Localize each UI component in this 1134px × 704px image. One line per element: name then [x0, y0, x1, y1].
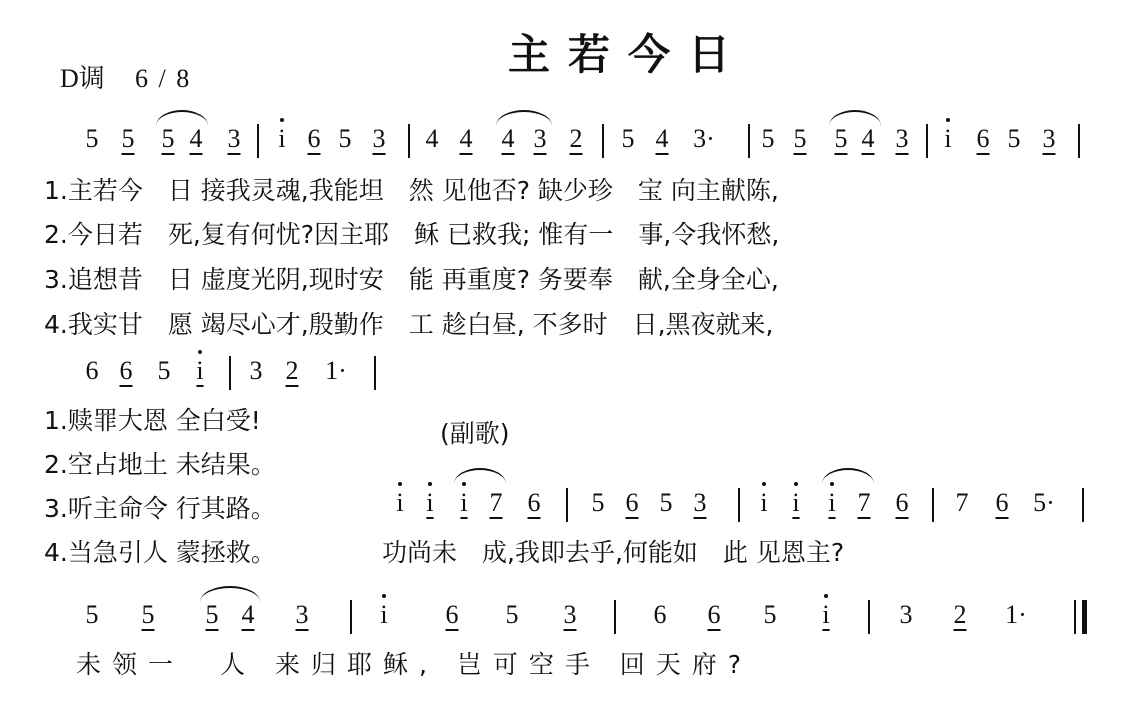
- bar-line: [932, 488, 934, 522]
- bar-line: [614, 600, 616, 634]
- note: 5: [85, 124, 99, 153]
- note: 3: [899, 600, 913, 629]
- note: 5: [621, 124, 635, 153]
- note: 3·: [693, 124, 715, 153]
- note: 5: [761, 124, 775, 153]
- note: 6: [527, 488, 541, 517]
- high-octave-dot: [946, 118, 950, 122]
- high-octave-dot: [762, 482, 766, 486]
- note: 5: [141, 600, 155, 629]
- note: 5: [763, 600, 777, 629]
- note: 6: [119, 356, 133, 385]
- note: i: [278, 124, 286, 153]
- lyric-line: 4.当急引人 蒙拯救。: [44, 538, 276, 567]
- bar-line: [408, 124, 410, 158]
- high-octave-dot: [382, 594, 386, 598]
- lyric-line: 2.今日若 死,复有何忧?因主耶 稣 已救我; 惟有一 事,令我怀愁,: [44, 220, 780, 249]
- refrain-notation-line-2: [0, 600, 1134, 640]
- bar-line: [566, 488, 568, 522]
- note: 5: [793, 124, 807, 153]
- notation-line-2: [0, 356, 400, 396]
- note: 3: [895, 124, 909, 153]
- final-bar-line: [1082, 600, 1087, 634]
- note: 3: [563, 600, 577, 629]
- song-title: 主若今日: [508, 30, 749, 79]
- note: 3: [533, 124, 547, 153]
- key-name: D调: [60, 64, 105, 93]
- bar-line: [926, 124, 928, 158]
- note: 1·: [1005, 600, 1027, 629]
- note: 3: [249, 356, 263, 385]
- note: i: [944, 124, 952, 153]
- slur: [200, 586, 260, 602]
- note: 6: [707, 600, 721, 629]
- note: i: [426, 488, 434, 517]
- bar-line: [748, 124, 750, 158]
- lyric-line: 3.听主命令 行其路。: [44, 494, 276, 523]
- note: 3: [372, 124, 386, 153]
- note: 4: [459, 124, 473, 153]
- lyric-line: 4.我实甘 愿 竭尽心才,殷勤作 工 趁白昼, 不多时 日,黑夜就来,: [44, 310, 774, 339]
- note: 5: [591, 488, 605, 517]
- lyric-line: 1.赎罪大恩 全白受!: [44, 406, 261, 435]
- refrain-notation-line-1: [0, 488, 1134, 528]
- note: 4: [241, 600, 255, 629]
- note: 6: [85, 356, 99, 385]
- high-octave-dot: [198, 350, 202, 354]
- note: 5: [338, 124, 352, 153]
- bar-line: [738, 488, 740, 522]
- slur: [454, 468, 506, 484]
- time-signature: 6 / 8: [135, 64, 192, 93]
- note: i: [460, 488, 468, 517]
- note: 7: [857, 488, 871, 517]
- note: 4: [655, 124, 669, 153]
- note: i: [822, 600, 830, 629]
- note: 5: [121, 124, 135, 153]
- lyric-line: 2.空占地土 未结果。: [44, 450, 276, 479]
- note: 5: [659, 488, 673, 517]
- refrain-lyric-line-1: 功尚未 成,我即去乎,何能如 此 见恩主?: [382, 538, 845, 567]
- bar-line: [257, 124, 259, 158]
- lyric-line: 3.追想昔 日 虚度光阴,现时安 能 再重度? 务要奉 献,全身全心,: [44, 265, 779, 294]
- note: 1·: [325, 356, 347, 385]
- refrain-label: (副歌): [440, 419, 510, 448]
- notation-line-1: [0, 124, 1134, 164]
- bar-line: [1078, 124, 1080, 158]
- note: 6: [976, 124, 990, 153]
- note: 6: [995, 488, 1009, 517]
- slur: [822, 468, 874, 484]
- note: 6: [653, 600, 667, 629]
- note: i: [380, 600, 388, 629]
- note: 6: [895, 488, 909, 517]
- note: 7: [489, 488, 503, 517]
- note: i: [828, 488, 836, 517]
- note: 5·: [1033, 488, 1055, 517]
- note: 4: [425, 124, 439, 153]
- note: 3: [693, 488, 707, 517]
- bar-line: [868, 600, 870, 634]
- note: 3: [227, 124, 241, 153]
- note: 6: [625, 488, 639, 517]
- note: i: [792, 488, 800, 517]
- slur: [829, 110, 881, 126]
- note: 6: [445, 600, 459, 629]
- high-octave-dot: [794, 482, 798, 486]
- bar-line: [350, 600, 352, 634]
- note: 5: [161, 124, 175, 153]
- high-octave-dot: [280, 118, 284, 122]
- note: 3: [295, 600, 309, 629]
- refrain-lyric-line-2: 未领一 人 来归耶稣, 岂可空手 回天府?: [76, 650, 753, 679]
- note: i: [196, 356, 204, 385]
- bar-line: [374, 356, 376, 390]
- note: 5: [85, 600, 99, 629]
- note: i: [396, 488, 404, 517]
- note: 2: [953, 600, 967, 629]
- slur: [496, 110, 552, 126]
- note: 4: [501, 124, 515, 153]
- bar-line: [1074, 600, 1076, 634]
- note: 3: [1042, 124, 1056, 153]
- lyric-line: 1.主若今 日 接我灵魂,我能坦 然 见他否? 缺少珍 宝 向主献陈,: [44, 176, 779, 205]
- note: 5: [834, 124, 848, 153]
- note: 2: [569, 124, 583, 153]
- slur: [156, 110, 208, 126]
- note: 6: [307, 124, 321, 153]
- note: 5: [1007, 124, 1021, 153]
- note: 4: [861, 124, 875, 153]
- high-octave-dot: [398, 482, 402, 486]
- bar-line: [602, 124, 604, 158]
- key-signature: [60, 58, 191, 95]
- note: 7: [955, 488, 969, 517]
- note: 2: [285, 356, 299, 385]
- note: 4: [189, 124, 203, 153]
- note: 5: [505, 600, 519, 629]
- note: i: [760, 488, 768, 517]
- high-octave-dot: [824, 594, 828, 598]
- note: 5: [205, 600, 219, 629]
- bar-line: [1082, 488, 1084, 522]
- high-octave-dot: [428, 482, 432, 486]
- bar-line: [229, 356, 231, 390]
- note: 5: [157, 356, 171, 385]
